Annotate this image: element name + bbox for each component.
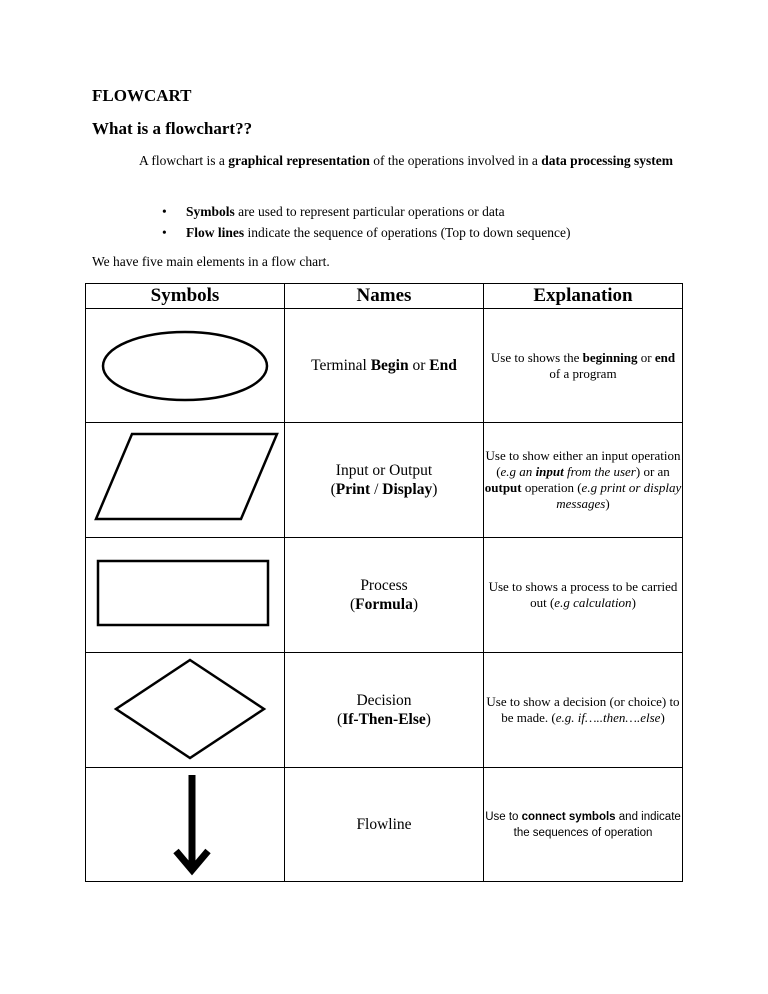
intro-bold: data processing system [541,153,673,168]
name-line [285,480,483,499]
name-cell [285,423,484,538]
diamond-decision-icon [86,654,285,767]
header-symbols: Symbols [86,284,285,309]
section-heading: What is a flowchart?? [92,119,253,138]
expl-bold: end [654,349,676,365]
table-row-decision [86,653,683,768]
name-text: ) [412,596,419,613]
name-text: Decision [356,692,412,709]
expl-text: Use to show either an input operation ( [485,448,681,479]
rectangle-process-icon [86,539,285,652]
name-text: or [408,357,430,374]
name-bold: Begin [370,357,409,374]
name-text: ( [349,596,356,613]
name-bold: Formula [355,596,413,613]
explanation-cell [484,309,683,423]
bullet-text: indicate the sequence of operations (Top to down sequence) [244,225,571,240]
expl-text: Use to show a decision (or choice) to be made. ( [486,694,680,725]
name-bold: Display [382,481,433,498]
expl-text: Use to shows the [490,349,583,365]
expl-bold: beginning [582,349,638,365]
symbol-cell [86,423,285,538]
name-line [285,710,483,729]
name-text: Terminal [311,357,371,374]
name-text: ( [337,711,343,728]
expl-italic: e.g calculation [554,595,632,610]
name-cell: Flowline [285,768,484,882]
symbol-cell [86,768,285,882]
bullet-item-flow-lines [139,222,699,243]
expl-text: ) [631,595,636,610]
intro-bold: graphical representation [228,153,370,168]
expl-bold: connect symbols [521,810,616,823]
table-row-terminal [86,309,683,423]
bullet-term: Flow lines [186,225,245,240]
name-cell [285,538,484,653]
symbol-cell [86,653,285,768]
intro-text: of the operations involved in a [369,153,542,168]
name-bold: End [429,357,457,374]
expl-text: and indicate the sequences of operation [513,810,681,839]
oval-terminal-icon [86,310,285,422]
lead-text: We have five main elements in a flow chart. [92,254,330,269]
bullet-term: Symbols [186,204,235,219]
expl-text: of a program [549,365,617,381]
expl-bold-italic: input [535,464,564,479]
name-bold: If-Then-Else [342,711,426,728]
expl-bold: output [484,480,522,495]
expl-text: Use to shows a process to be carried out ( [488,579,678,610]
header-names: Names [285,284,484,309]
expl-italic: e.g an [500,464,536,479]
table-row-input-output [86,423,683,538]
name-text: / [370,481,383,498]
expl-text: ) [605,496,610,511]
intro-paragraph [139,151,679,171]
intro-text: A flowchart is a [139,153,229,168]
parallelogram-io-icon [86,424,285,537]
expl-text: ) [660,710,665,725]
expl-text: operation ( [521,480,582,495]
symbol-cell [86,538,285,653]
name-cell [285,309,484,423]
name-bold: Print [335,481,371,498]
table-header-row [86,284,683,309]
document-title: FLOWCART [92,86,192,105]
down-arrow-flowline-icon [86,769,285,881]
expl-italic: e.g print or display messages [556,480,682,511]
name-line [285,595,483,614]
explanation-cell [484,538,683,653]
expl-italic: e.g. if…..then….else [555,710,661,725]
expl-italic: from the user [563,464,636,479]
expl-text: ) or an [635,464,670,479]
name-text: Process [360,577,408,594]
bullet-list [139,201,699,243]
name-text: Input or Output [335,462,433,479]
name-text: ) [432,481,438,498]
table-row-flowline [86,768,683,882]
expl-text: or [637,349,655,365]
bullet-item-symbols [139,201,699,222]
symbol-cell [86,309,285,423]
bullet-text: are used to represent particular operations or data [234,204,505,219]
flowchart-symbols-table [85,283,683,882]
expl-text: Use to [485,810,522,823]
explanation-cell [484,653,683,768]
explanation-cell [484,423,683,538]
name-text: ( [330,481,336,498]
table-row-process [86,538,683,653]
name-cell [285,653,484,768]
name-text: ) [425,711,431,728]
explanation-cell [484,768,683,882]
header-explanation: Explanation [484,284,683,309]
